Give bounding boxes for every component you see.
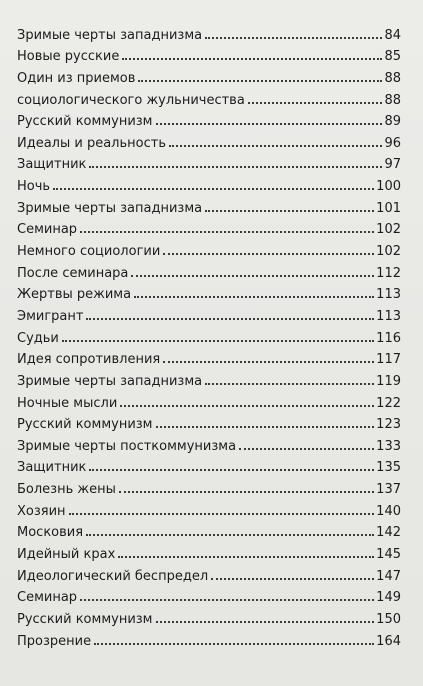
toc-entry-page: 119 (376, 373, 401, 389)
toc-entry-page: 112 (376, 265, 401, 281)
dot-leader (86, 318, 374, 320)
toc-entry-title: Хозяин (17, 503, 66, 519)
toc-entry-title: Идеологический беспредел (17, 568, 209, 584)
toc-entry-page: 116 (376, 330, 401, 346)
dot-leader (156, 123, 383, 125)
toc-entry-page: 149 (376, 590, 401, 606)
toc-entry (17, 302, 401, 324)
dot-leader (211, 578, 374, 580)
table-of-contents (17, 21, 401, 649)
dot-leader (89, 166, 382, 168)
dot-leader (156, 621, 375, 623)
toc-entry-title: Новые русские (17, 49, 120, 65)
toc-entry (17, 129, 401, 151)
toc-entry-title: Русский коммунизм (17, 114, 153, 130)
toc-entry-title: Болезнь жены (17, 482, 116, 498)
toc-entry-title: Зримые черты посткоммунизма (17, 438, 237, 454)
toc-entry-title: Один из приемов (17, 70, 136, 86)
dot-leader (86, 534, 374, 536)
toc-entry-title: Русский коммунизм (17, 417, 153, 433)
dot-leader (205, 383, 374, 385)
toc-entry-page: 89 (384, 114, 401, 130)
toc-entry (17, 324, 401, 346)
toc-entry (17, 584, 401, 606)
dot-leader (53, 188, 374, 190)
toc-entry-page: 101 (376, 200, 401, 216)
toc-entry-page: 150 (376, 611, 401, 627)
toc-entry-title: Зримые черты западнизма (17, 200, 203, 216)
toc-entry (17, 86, 401, 108)
toc-entry-title: Зримые черты западнизма (17, 373, 203, 389)
toc-entry-title: Семинар (17, 590, 78, 606)
toc-entry-title: После семинара (17, 265, 129, 281)
toc-entry-page: 84 (384, 27, 401, 43)
toc-entry (17, 237, 401, 259)
toc-entry-title: Судьи (17, 330, 59, 346)
dot-leader (94, 643, 374, 645)
dot-leader (138, 80, 382, 82)
toc-entry-title: Зримые черты западнизма (17, 27, 203, 43)
toc-entry (17, 172, 401, 194)
toc-entry (17, 259, 401, 281)
toc-entry-page: 96 (384, 135, 401, 151)
dot-leader (120, 405, 374, 407)
toc-entry-page: 85 (384, 49, 401, 65)
toc-entry-title: Защитник (17, 157, 87, 173)
toc-entry (17, 43, 401, 65)
dot-leader (80, 231, 374, 233)
toc-entry-page: 113 (376, 287, 401, 303)
toc-entry (17, 454, 401, 476)
toc-entry-title: Семинар (17, 222, 78, 238)
toc-entry-page: 117 (376, 352, 401, 368)
toc-entry-title: Ночь (17, 179, 51, 195)
dot-leader (69, 513, 375, 515)
toc-entry (17, 151, 401, 173)
toc-entry-title: Защитник (17, 460, 87, 476)
dot-leader (122, 58, 382, 60)
toc-entry-page: 145 (376, 547, 401, 563)
toc-entry (17, 389, 401, 411)
dot-leader (205, 210, 374, 212)
toc-entry-page: 100 (376, 179, 401, 195)
toc-entry-page: 102 (376, 244, 401, 260)
dot-leader (80, 599, 374, 601)
dot-leader (169, 145, 382, 147)
toc-entry-page: 164 (376, 633, 401, 649)
toc-entry (17, 21, 401, 43)
toc-entry (17, 432, 401, 454)
toc-entry (17, 367, 401, 389)
toc-entry-page: 122 (376, 395, 401, 411)
toc-entry (17, 497, 401, 519)
toc-entry-title: Идеалы и реальность (17, 135, 166, 151)
toc-entry-title: Ночные мысли (17, 395, 118, 411)
toc-entry (17, 475, 401, 497)
toc-entry-page: 123 (376, 417, 401, 433)
dot-leader (134, 296, 374, 298)
toc-entry-page: 97 (384, 157, 401, 173)
toc-entry (17, 411, 401, 433)
toc-entry (17, 627, 401, 649)
toc-entry-title: Московия (17, 525, 84, 541)
dot-leader (131, 275, 374, 277)
toc-entry (17, 346, 401, 368)
toc-entry (17, 562, 401, 584)
dot-leader (163, 361, 374, 363)
toc-entry-page: 142 (376, 525, 401, 541)
toc-entry-page: 135 (376, 460, 401, 476)
toc-entry-page: 140 (376, 503, 401, 519)
toc-entry-title: социологического жульничества (17, 92, 245, 108)
toc-entry-title: Жертвы режима (17, 287, 132, 303)
toc-entry-page: 133 (376, 438, 401, 454)
toc-entry (17, 281, 401, 303)
dot-leader (239, 448, 374, 450)
dot-leader (156, 426, 375, 428)
dot-leader (119, 491, 374, 493)
toc-entry-page: 88 (384, 70, 401, 86)
toc-entry (17, 216, 401, 238)
dot-leader (205, 37, 382, 39)
toc-entry-title: Русский коммунизм (17, 611, 153, 627)
dot-leader (89, 469, 374, 471)
toc-entry (17, 519, 401, 541)
toc-entry-page: 113 (376, 308, 401, 324)
toc-entry (17, 194, 401, 216)
toc-entry-page: 88 (384, 92, 401, 108)
toc-entry (17, 108, 401, 130)
toc-entry-page: 137 (376, 482, 401, 498)
toc-entry (17, 540, 401, 562)
toc-entry (17, 605, 401, 627)
dot-leader (163, 253, 374, 255)
toc-entry-title: Идейный крах (17, 547, 116, 563)
toc-entry (17, 64, 401, 86)
dot-leader (248, 102, 383, 104)
dot-leader (62, 340, 374, 342)
dot-leader (118, 556, 374, 558)
toc-entry-title: Прозрение (17, 633, 92, 649)
toc-entry-title: Немного социологии (17, 244, 161, 260)
toc-entry-title: Эмигрант (17, 308, 84, 324)
toc-entry-page: 147 (376, 568, 401, 584)
toc-entry-title: Идея сопротивления (17, 352, 161, 368)
toc-entry-page: 102 (376, 222, 401, 238)
